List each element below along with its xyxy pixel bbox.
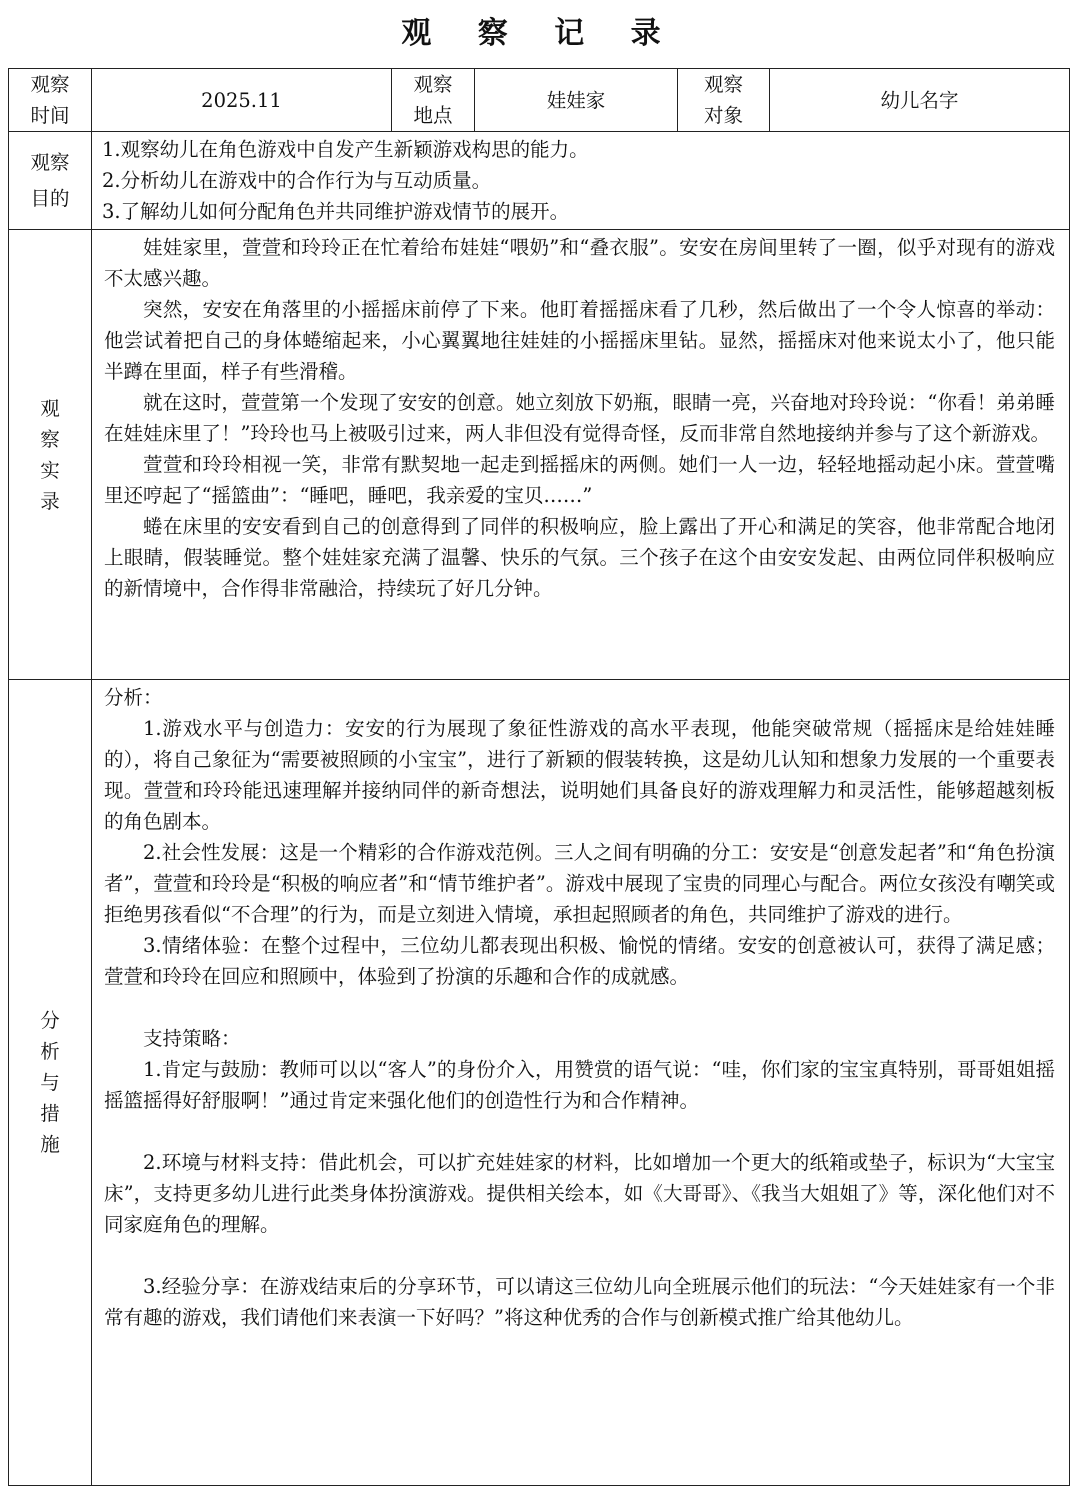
analysis-point: 1.游戏水平与创造力：安安的行为展现了象征性游戏的高水平表现，他能突破常规（摇摇床是给娃娃睡的），将自己象征为“需要被照顾的小宝宝”，进行了新颖的假装转换，这是幼儿认知和想象力发展的一个重要表现。萱萱和玲玲能迅速理解并接纳同伴的新奇想法，说明她们具备良好的游戏理解力和灵活性，能够超越刻板的角色剧本。 [104, 717, 1055, 833]
purpose-label-text: 观察 目的 [30, 150, 70, 210]
strategy-item: 2.环境与材料支持：借此机会，可以扩充娃娃家的材料，比如增加一个更大的纸箱或垫子，标识为“大宝宝床”，支持更多幼儿进行此类身体扮演游戏。提供相关绘本，如《大哥哥》、《我当大姐姐了》等，深化他们对不同家庭角色的理解。 [104, 1151, 1055, 1236]
record-label [9, 230, 92, 680]
observation-table [8, 68, 1070, 1486]
record-content [92, 230, 1070, 680]
page-title: 观 察 记 录 [401, 16, 679, 51]
purpose-label [9, 132, 92, 230]
subject-value: 幼儿名字 [770, 69, 1070, 132]
analysis-point: 2.社会性发展：这是一个精彩的合作游戏范例。三人之间有明确的分工：安安是“创意发起者”和“角色扮演者”，萱萱和玲玲是“积极的响应者”和“情节维护者”。游戏中展现了宝贵的同理心与配合。两位女孩没有嘲笑或拒绝男孩看似“不合理”的行为，而是立刻进入情境，承担起照顾者的角色，共同维护了游戏的进行。 [104, 841, 1055, 926]
analysis-heading: 分析： [104, 686, 163, 709]
time-value: 2025.11 [92, 69, 392, 132]
time-label [9, 69, 92, 132]
purpose-content [92, 132, 1070, 230]
purpose-item: 3.了解幼儿如何分配角色并共同维护游戏情节的展开。 [102, 200, 570, 223]
subject-label-text: 观察 对象 [703, 73, 743, 127]
record-label-text: 观 察 实 录 [40, 396, 60, 513]
spacer [104, 1116, 1055, 1147]
strategy-item: 1.肯定与鼓励：教师可以以“客人”的身份介入，用赞赏的语气说：“哇，你们家的宝宝真特别，哥哥姐姐摇摇篮摇得好舒服啊！”通过肯定来强化他们的创造性行为和合作精神。 [104, 1058, 1055, 1112]
record-paragraph: 蜷在床里的安安看到自己的创意得到了同伴的积极响应，脸上露出了开心和满足的笑容，他非常配合地闭上眼睛，假装睡觉。整个娃娃家充满了温馨、快乐的气氛。三个孩子在这个由安安发起、由两位同伴积极响应的新情境中，合作得非常融洽，持续玩了好几分钟。 [104, 515, 1055, 600]
record-paragraph: 娃娃家里，萱萱和玲玲正在忙着给布娃娃“喂奶”和“叠衣服”。安安在房间里转了一圈，似乎对现有的游戏不太感兴趣。 [104, 236, 1055, 290]
subject-label [678, 69, 770, 132]
analysis-label-text: 分 析 与 措 施 [40, 1009, 60, 1156]
strategy-item: 3.经验分享：在游戏结束后的分享环节，可以请这三位幼儿向全班展示他们的玩法：“今天娃娃家有一个非常有趣的游戏，我们请他们来表演一下好吗？”将这种优秀的合作与创新模式推广给其他幼儿。 [104, 1275, 1055, 1329]
place-label [392, 69, 475, 132]
place-label-text: 观察 地点 [413, 73, 453, 127]
record-paragraph: 萱萱和玲玲相视一笑，非常有默契地一起走到摇摇床的两侧。她们一人一边，轻轻地摇动起小床。萱萱嘴里还哼起了“摇篮曲”：“睡吧，睡吧，我亲爱的宝贝……” [104, 453, 1055, 507]
analysis-content [92, 680, 1070, 1486]
record-paragraph: 突然，安安在角落里的小摇摇床前停了下来。他盯着摇摇床看了几秒，然后做出了一个令人惊喜的举动：他尝试着把自己的身体蜷缩起来，小心翼翼地往娃娃的小摇摇床里钻。显然，摇摇床对他来说太小了，他只能半蹲在里面，样子有些滑稽。 [104, 298, 1055, 383]
analysis-label [9, 680, 92, 1486]
spacer [104, 992, 1055, 1023]
spacer [104, 1240, 1055, 1271]
time-label-text: 观察 时间 [30, 73, 70, 127]
analysis-point: 3.情绪体验：在整个过程中，三位幼儿都表现出积极、愉悦的情绪。安安的创意被认可，获得了满足感；萱萱和玲玲在回应和照顾中，体验到了扮演的乐趣和合作的成就感。 [104, 934, 1055, 988]
place-value: 娃娃家 [475, 69, 678, 132]
record-paragraph: 就在这时，萱萱第一个发现了安安的创意。她立刻放下奶瓶，眼睛一亮，兴奋地对玲玲说：“你看！弟弟睡在娃娃床里了！”玲玲也马上被吸引过来，两人非但没有觉得奇怪，反而非常自然地接纳并参与了这个新游戏。 [104, 391, 1055, 445]
strategy-heading: 支持策略： [143, 1027, 241, 1050]
purpose-item: 2.分析幼儿在游戏中的合作行为与互动质量。 [102, 169, 492, 192]
purpose-item: 1.观察幼儿在角色游戏中自发产生新颖游戏构思的能力。 [102, 138, 589, 161]
